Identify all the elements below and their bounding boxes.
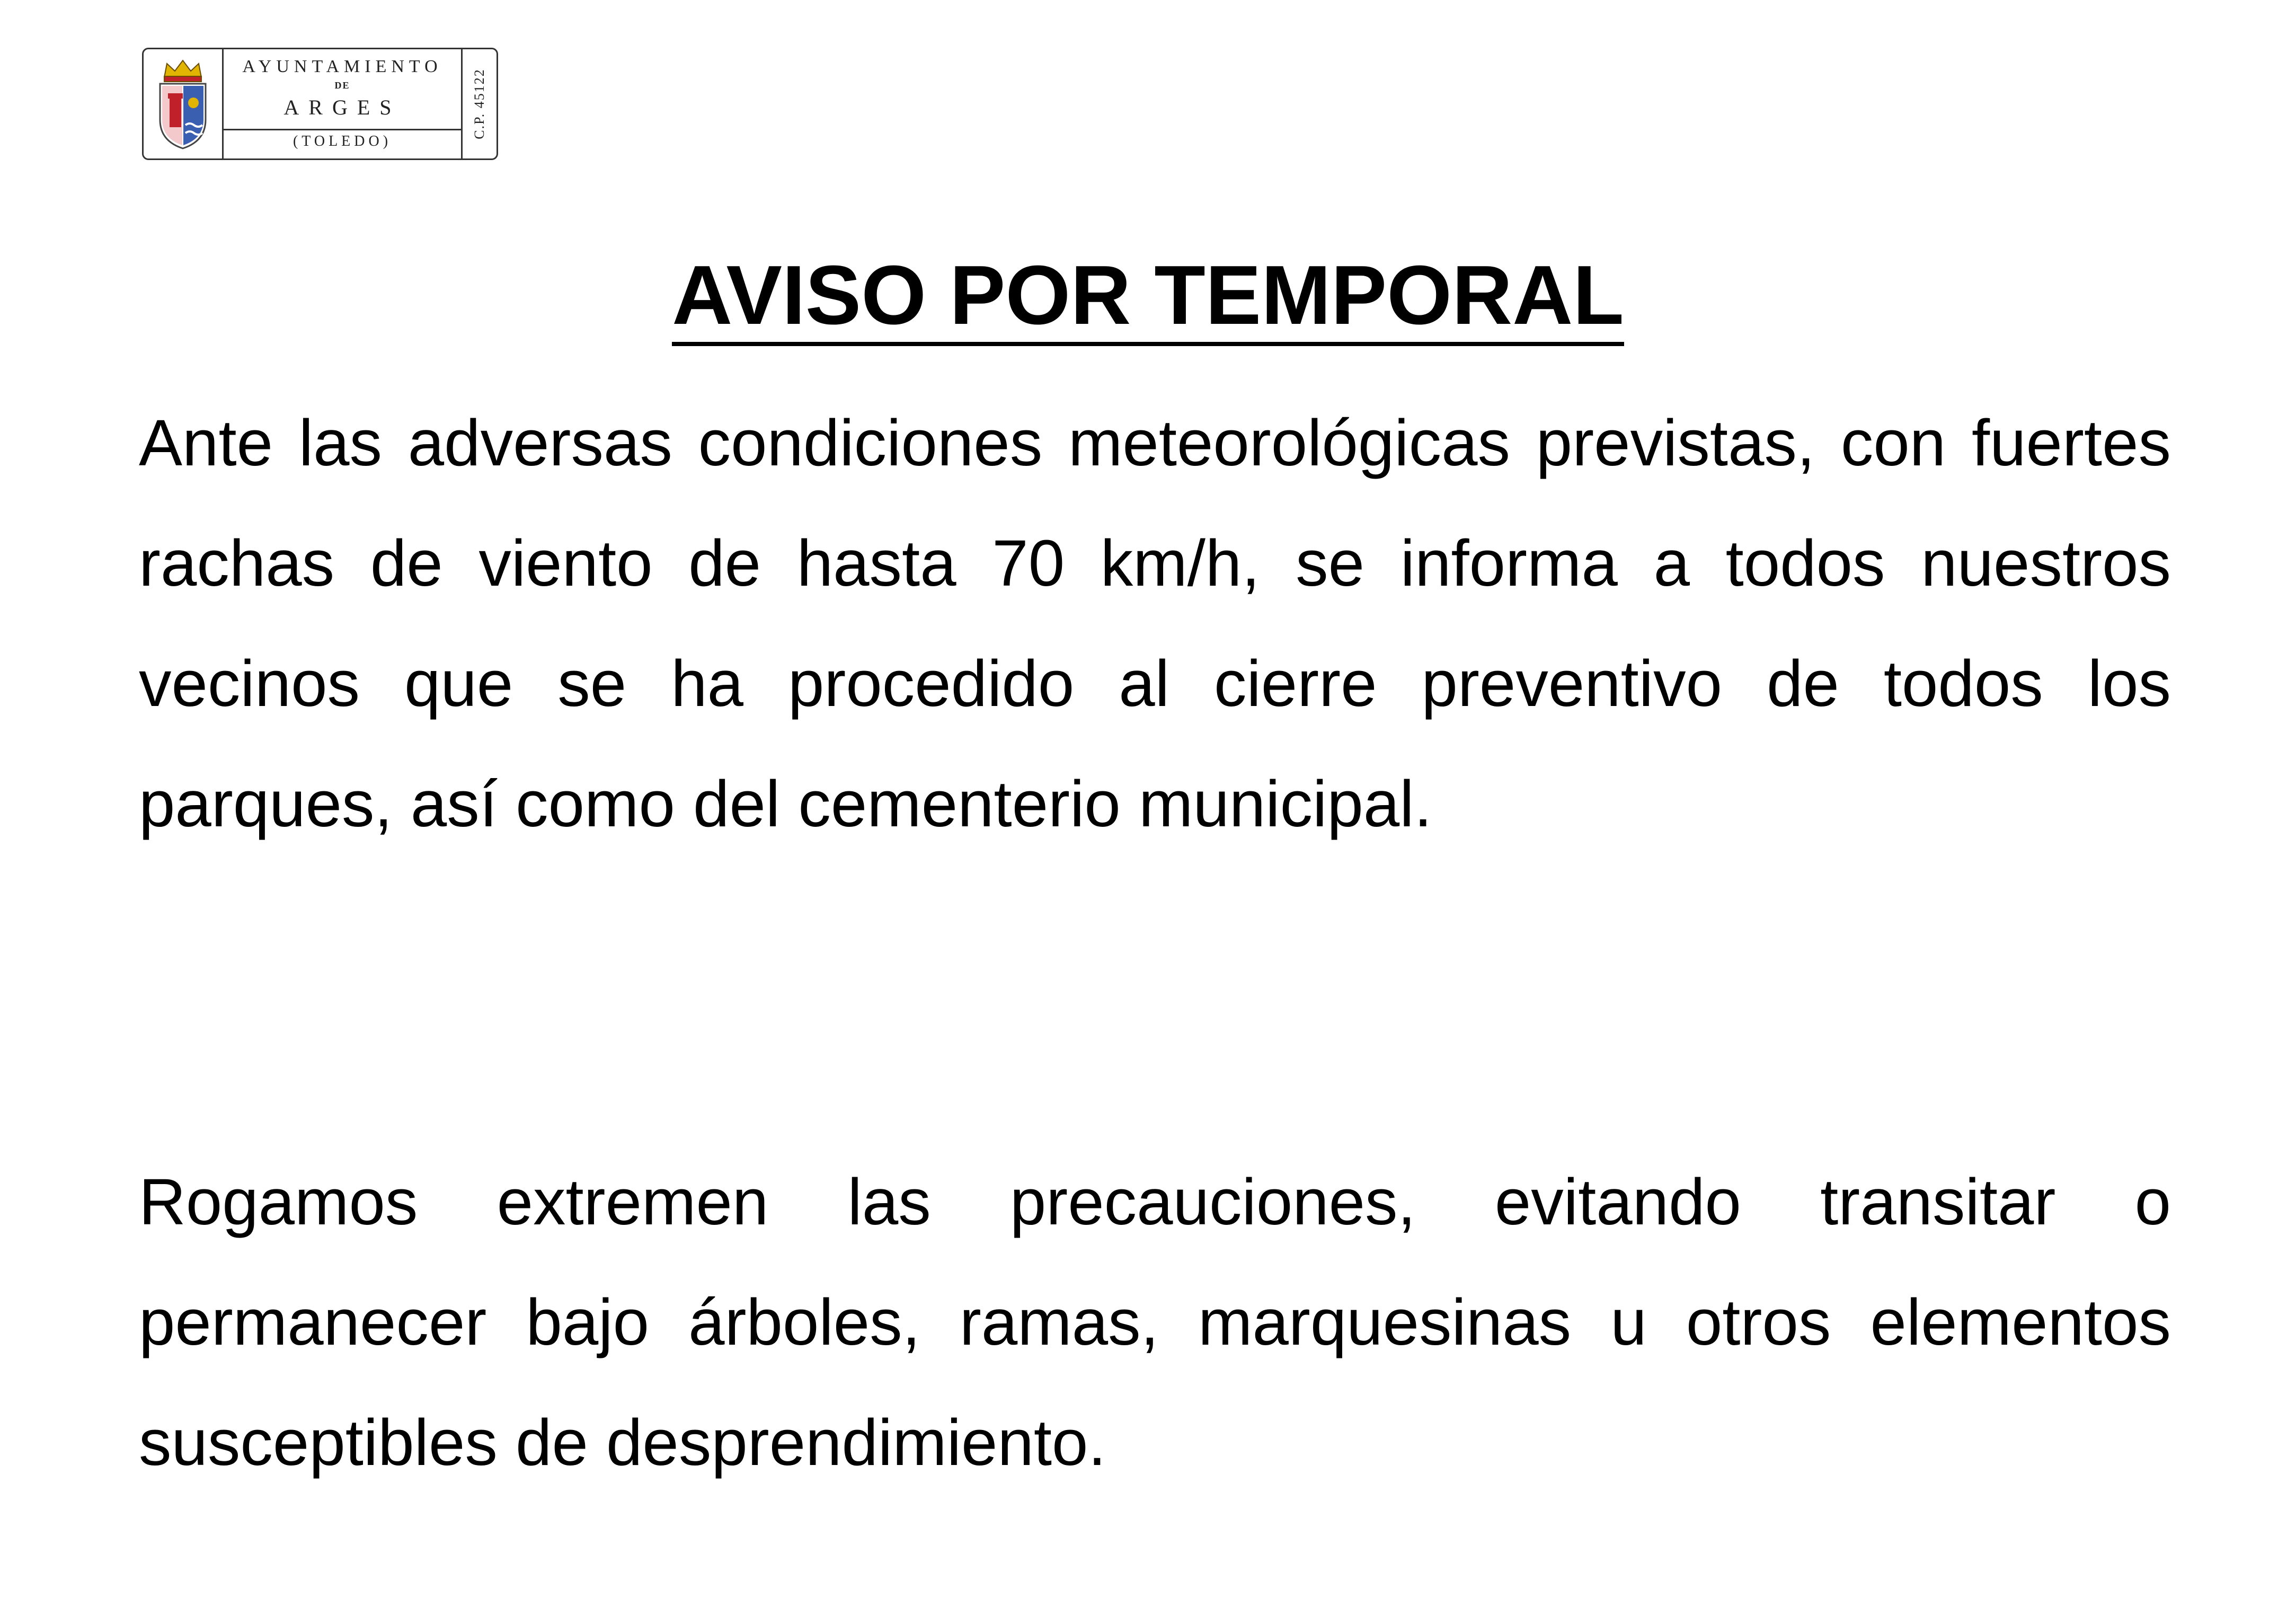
stamp-postal-box (463, 49, 497, 158)
coat-of-arms-icon (154, 56, 212, 152)
stamp-divider (224, 129, 461, 130)
notice-title-text: AVISO POR TEMPORAL (672, 249, 1624, 346)
stamp-de: DE (334, 80, 350, 91)
stamp-ayuntamiento: AYUNTAMIENTO (242, 57, 442, 76)
notice-paragraph-closure: Ante las adversas condiciones meteorológicas previstas, con fuertes rachas de viento de hasta 70 km/h, se informa a todos nuestros vecinos que se ha procedido al cierre preventivo de todos los parques, así como del cementerio municipal. (139, 407, 2171, 841)
notice-paragraph-precautions: Rogamos extremen las precauciones, evitando transitar o permanecer bajo árboles, ramas, marquesinas u otros elementos susceptibles de desprendimiento. (139, 1166, 2171, 1479)
stamp-town-name: ARGES (283, 95, 401, 119)
municipal-stamp (142, 48, 498, 160)
stamp-text-block (224, 49, 463, 158)
crest-box (144, 49, 224, 158)
stamp-province: (TOLEDO) (292, 133, 392, 149)
stamp-postal-code: C.P. 45122 (472, 68, 487, 139)
notice-title (0, 250, 2296, 342)
